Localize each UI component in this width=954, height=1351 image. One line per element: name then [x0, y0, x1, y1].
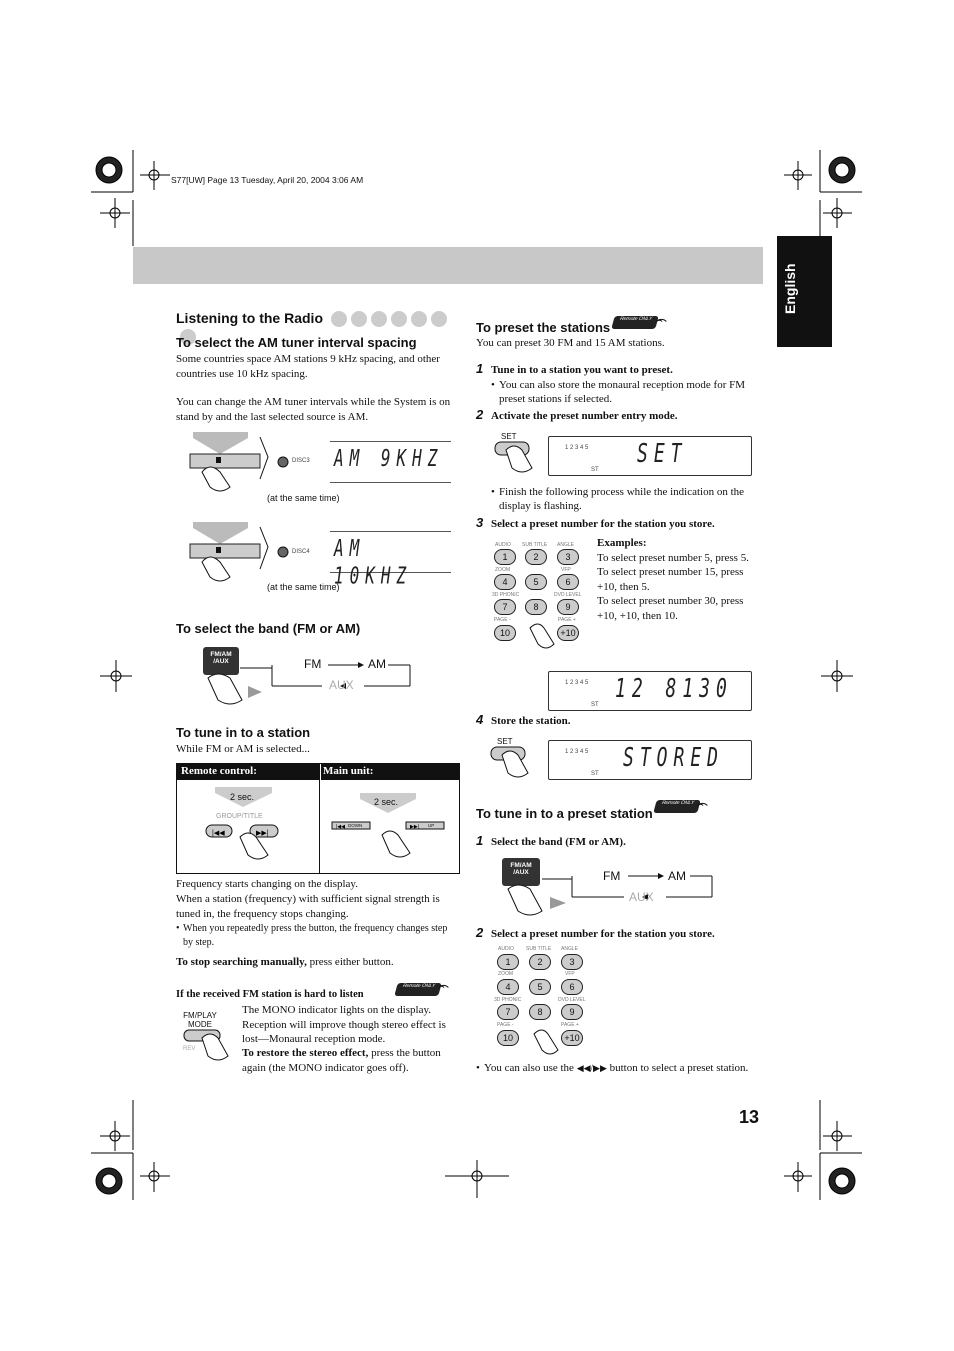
am-interval-heading: To select the AM tuner interval spacing — [176, 335, 417, 350]
key-plus10[interactable]: +10 — [557, 625, 579, 641]
finger-keypad-2 — [532, 1028, 562, 1058]
lcd-stored-text: STORED — [623, 743, 725, 774]
language-tab-label: English — [782, 263, 798, 314]
lcd-am-10khz — [330, 531, 451, 590]
example-3: To select preset number 30, press +10, +10, then 10. — [597, 595, 744, 622]
key-4[interactable]: 4 — [494, 574, 516, 590]
lcd-stored-st: ST — [591, 771, 599, 777]
svg-text:▶▶|: ▶▶| — [410, 824, 419, 830]
tune-stop — [176, 955, 394, 970]
print-header: S77[UW] Page 13 Tuesday, April 20, 2004 3:06 AM — [171, 175, 364, 185]
signal-icon-1 — [435, 984, 449, 998]
example-1: To select preset number 5, press 5. — [597, 551, 749, 564]
preset-step1-bullet-text: You can also store the monaural reception mode for FM preset stations if selected. — [499, 379, 746, 405]
remote-only-badge-1: Remote ONLY — [394, 983, 441, 996]
signal-icon-2 — [653, 318, 667, 332]
key-9[interactable]: 9 — [557, 599, 579, 615]
same-time-2: (at the same time) — [267, 582, 340, 592]
preset-step2: Activate the preset number entry mode. — [491, 410, 678, 422]
stop-button-figure-1 — [188, 432, 328, 497]
tune-preset-step2: Select a preset number for the station you store. — [491, 928, 715, 940]
set-button-2 — [488, 745, 538, 790]
preset-step2-bullet-text: Finish the following process while the indication on the display is flashing. — [499, 486, 745, 512]
key-6[interactable]: 6 — [557, 574, 579, 590]
keypad-tune: AUDIO SUB TITLE ANGLE 1 2 3 ZOOM VFP 4 5 6 3D PHONIC DVD LEVEL 7 8 9 PAGE - PAGE + 10 +10 — [494, 944, 594, 1054]
preset-step1-bullet: • You can also store the monaural reception mode for FM preset stations if selected. — [491, 378, 758, 406]
hard-fm-restore-rest: press the button again (the MONO indicator goes off). — [242, 1047, 441, 1074]
tune-intro: While FM or AM is selected... — [176, 743, 310, 755]
set-label-1: SET — [501, 432, 517, 441]
preset-step1: Tune in to a station you want to preset. — [491, 364, 673, 376]
key2-6[interactable]: 6 — [561, 979, 583, 995]
tune-after1: Frequency starts changing on the display. — [176, 878, 358, 890]
preset-step1-num: 1 — [476, 361, 484, 376]
band-button-2-label: FM/AM /AUX — [510, 862, 532, 876]
key-1[interactable]: 1 — [494, 549, 516, 565]
lcd-set-st: ST — [591, 467, 599, 473]
key-3[interactable]: 3 — [557, 549, 579, 565]
tune-preset-step1-num: 1 — [476, 833, 484, 848]
up-label: UP — [428, 823, 435, 828]
main-sec-label: 2 sec. — [374, 797, 399, 807]
keypad-preset: AUDIO SUB TITLE ANGLE 1 2 3 ZOOM VFP 4 5 6 3D PHONIC DVD LEVEL 7 8 9 PAGE - PAGE + 10 +10 — [492, 540, 592, 650]
skip-icon: ◀◀/▶▶ — [576, 1063, 607, 1073]
lcd-stored — [548, 740, 752, 780]
tune-preset-bullet: • You can also use the ◀◀/▶▶ button to select a preset station. — [476, 1062, 749, 1074]
band-aux: AUX — [329, 678, 354, 692]
hard-fm-heading: If the received FM station is hard to listen — [176, 989, 364, 1000]
lcd-preset-st: ST — [591, 702, 599, 708]
tune-col-remote: Remote control: — [181, 765, 257, 777]
key-7[interactable]: 7 — [494, 599, 516, 615]
set-label-2: SET — [497, 737, 513, 746]
svg-text:|◀◀: |◀◀ — [212, 830, 225, 837]
tune-after2: When a station (frequency) with sufficient signal strength is tuned in, the frequency stops changing. — [176, 893, 440, 920]
key-10[interactable]: 10 — [494, 625, 516, 641]
remote-only-badge-2: Remote ONLY — [611, 316, 658, 329]
preset-step2-num: 2 — [476, 407, 484, 422]
key2-10[interactable]: 10 — [497, 1030, 519, 1046]
svg-text:▶▶|: ▶▶| — [256, 830, 269, 837]
key2-4[interactable]: 4 — [497, 979, 519, 995]
key2-3[interactable]: 3 — [561, 954, 583, 970]
group-title-label: GROUP/TITLE — [216, 813, 263, 820]
band-am: AM — [368, 657, 386, 671]
preset-step3: Select a preset number for the station you store. — [491, 518, 715, 530]
lcd-set — [548, 436, 752, 476]
example-2: To select preset number 15, press +10, then 5. — [597, 566, 744, 593]
key2-2[interactable]: 2 — [529, 954, 551, 970]
tune-col-main: Main unit: — [323, 765, 374, 777]
tune-preset-step2-num: 2 — [476, 925, 484, 940]
tune-bullet-text: When you repeatedly press the button, the frequency changes step by step. — [183, 923, 448, 948]
hard-fm-restore — [242, 1046, 458, 1075]
lcd-am-9khz — [330, 441, 451, 483]
lcd-stored-nums: 1 2 3 4 5 — [565, 749, 589, 755]
band2-aux: AUX — [629, 890, 654, 904]
section-title: Listening to the Radio — [176, 310, 323, 326]
set-button-1 — [492, 440, 542, 485]
tune-preset-bullet-post: button to select a preset station. — [606, 1062, 749, 1074]
lcd-preset-number — [548, 671, 752, 711]
key2-5[interactable]: 5 — [529, 979, 551, 995]
examples — [597, 536, 757, 623]
signal-icon-3 — [694, 802, 708, 816]
preset-heading: To preset the stations — [476, 320, 611, 335]
preset-intro: You can preset 30 FM and 15 AM stations. — [476, 337, 665, 349]
key2-8[interactable]: 8 — [529, 1004, 551, 1020]
lcd-set-text: SET — [637, 439, 688, 470]
preset-step4: Store the station. — [491, 715, 571, 727]
key-8[interactable]: 8 — [525, 599, 547, 615]
rev-label: REV — [183, 1046, 196, 1052]
tune-stop-bold: To stop searching manually, — [176, 956, 307, 968]
tune-bullet: • When you repeatedly press the button, the frequency changes step by step. — [176, 922, 458, 950]
key2-plus10[interactable]: +10 — [561, 1030, 583, 1046]
band-button-label: FM/AM /AUX — [210, 651, 232, 665]
band2-am: AM — [668, 869, 686, 883]
am-interval-para2: You can change the AM tuner intervals while the System is on stand by and the last selected source is AM. — [176, 396, 451, 423]
lcd-preset-nums: 1 2 3 4 5 — [565, 680, 589, 686]
header-band — [133, 247, 763, 284]
page-number: 13 — [739, 1107, 760, 1127]
key-5[interactable]: 5 — [525, 574, 547, 590]
examples-title: Examples: — [597, 537, 647, 549]
remote-tune-figure — [200, 785, 320, 865]
tune-stop-rest: press either button. — [306, 956, 394, 968]
same-time-1: (at the same time) — [267, 493, 340, 503]
finger-keypad-1 — [528, 622, 558, 652]
preset-step2-bullet: • Finish the following process while the indication on the display is flashing. — [491, 485, 758, 513]
tune-col-divider-light — [320, 764, 321, 780]
preset-step4-num: 4 — [476, 712, 484, 727]
disc3-label: DISC3 — [292, 458, 310, 464]
tune-preset-bullet-pre: You can also use the — [484, 1062, 577, 1074]
key2-7[interactable]: 7 — [497, 1004, 519, 1020]
lcd-preset-text: 12 8130 — [615, 674, 733, 705]
hard-fm-restore-bold: To restore the stereo effect, — [242, 1047, 369, 1059]
tune-preset-heading: To tune in to a preset station — [476, 806, 653, 821]
hard-fm-text1: The MONO indicator lights on the display. Reception will improve though stereo effect is lost—Monaural reception mode. — [242, 1004, 446, 1045]
key-2[interactable]: 2 — [525, 549, 547, 565]
down-label: DOWN — [348, 823, 363, 828]
fm-play-mode-label: FM/PLAY MODE — [183, 1011, 217, 1029]
band-heading: To select the band (FM or AM) — [176, 621, 361, 636]
lcd-am-10khz-text: AM 10KHZ — [334, 534, 413, 590]
lcd-am-9khz-text: AM 9KHZ — [334, 444, 444, 472]
band2-fm: FM — [603, 869, 621, 883]
key2-9[interactable]: 9 — [561, 1004, 583, 1020]
svg-text:|◀◀: |◀◀ — [336, 824, 345, 830]
remote-sec-label: 2 sec. — [230, 792, 255, 802]
remote-only-badge-3: Remote ONLY — [653, 800, 700, 813]
key2-1[interactable]: 1 — [497, 954, 519, 970]
preset-step3-num: 3 — [476, 515, 484, 530]
tune-heading: To tune in to a station — [176, 725, 311, 740]
tune-preset-step1: Select the band (FM or AM). — [491, 836, 626, 848]
band-fm: FM — [304, 657, 322, 671]
language-tab — [777, 236, 832, 347]
lcd-set-nums: 1 2 3 4 5 — [565, 445, 589, 451]
am-interval-para1: Some countries space AM stations 9 kHz spacing, and other countries use 10 kHz spacing. — [176, 353, 440, 380]
disc4-label: DISC4 — [292, 549, 310, 555]
